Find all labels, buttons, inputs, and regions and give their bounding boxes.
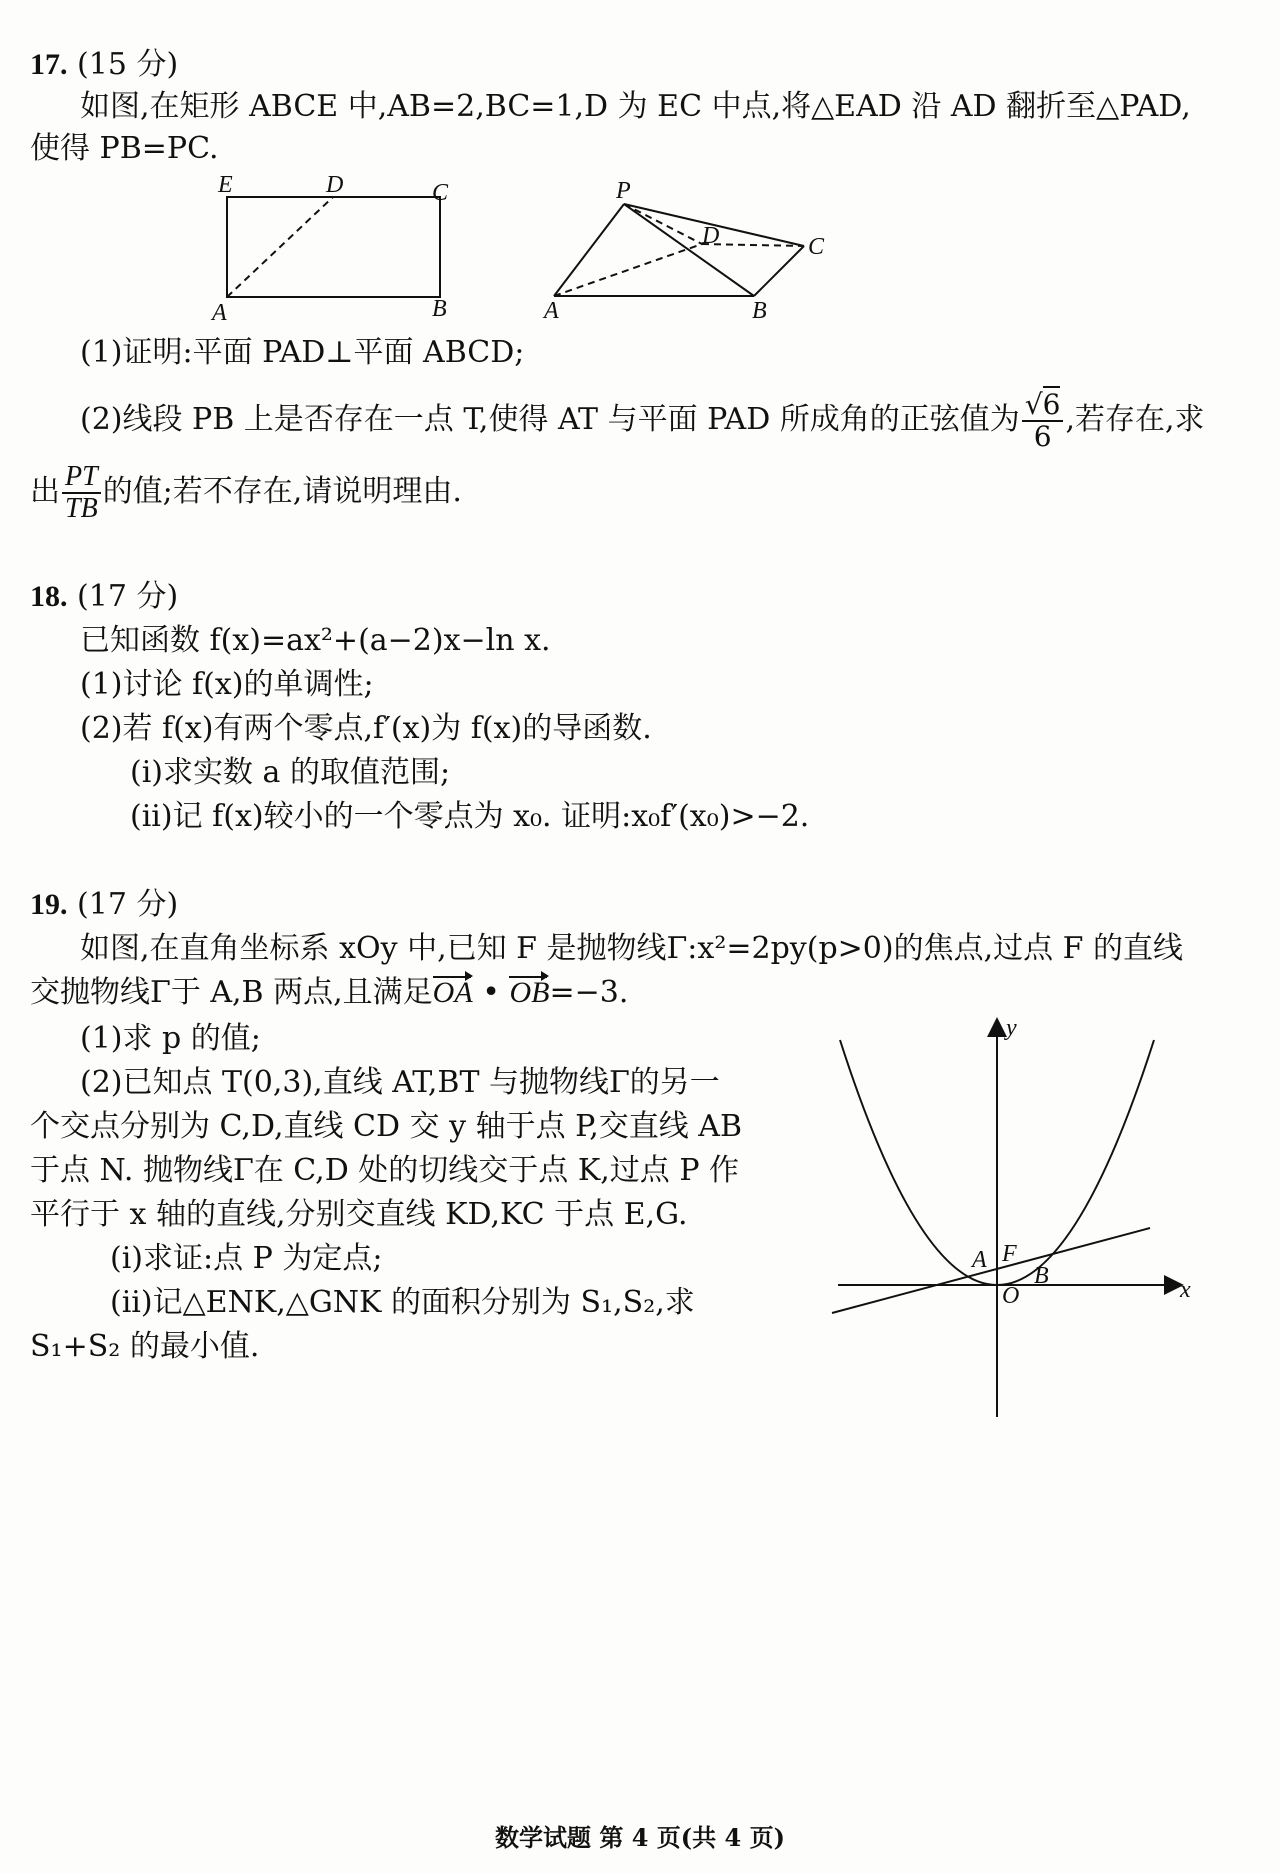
q17-stem-line2: 使得 PB=PC. <box>30 131 219 166</box>
q17-part2-text-b: ,若存在,求 <box>1065 402 1205 437</box>
q19-stem-text-b: =−3. <box>549 975 629 1010</box>
q19-stem-line1: 如图,在直角坐标系 xOy 中,已知 F 是抛物线Γ:x²=2py(p>0)的焦点,过点 F 的直线 <box>80 931 1183 966</box>
label-c2: C <box>808 234 825 260</box>
q19-stem-line2 <box>30 974 628 1012</box>
segment-ad <box>227 197 333 297</box>
label-origin: O <box>1002 1283 1020 1309</box>
q17-rectangle-figure <box>210 170 470 325</box>
ratio-numerator: PT <box>62 462 101 494</box>
label-d: D <box>326 172 344 198</box>
label-d2: D <box>702 223 720 249</box>
edge-pb <box>624 204 754 296</box>
q17-score: (15 分) <box>77 47 179 82</box>
q19-part2-line4: 平行于 x 轴的直线,分别交直线 KD,KC 于点 E,G. <box>30 1197 688 1232</box>
edge-pa <box>554 204 624 296</box>
q19-part2-ii: (ii)记△ENK,△GNK 的面积分别为 S₁,S₂,求 <box>110 1285 695 1320</box>
q19-header <box>30 886 178 924</box>
q17-part2-text-a: (2)线段 PB 上是否存在一点 T,使得 AT 与平面 PAD 所成角的正弦值为 <box>80 402 1020 437</box>
label-focus-f: F <box>1002 1241 1017 1267</box>
sqrt6-over-6-fraction: $\frac{√6}{6}$ <box>1022 390 1064 452</box>
line-ab <box>832 1228 1150 1313</box>
q17-stem-line1: 如图,在矩形 ABCE 中,AB=2,BC=1,D 为 EC 中点,将△EAD 沿 AD 翻折至△PAD, <box>80 89 1191 124</box>
label-a2: A <box>544 298 559 324</box>
q17-part2-text-c: 出 <box>30 474 60 509</box>
q19-score: (17 分) <box>77 887 179 922</box>
axis-label-y: y <box>1006 1015 1017 1041</box>
q17-number: 17. <box>30 48 68 81</box>
q18-score: (17 分) <box>77 579 179 614</box>
q19-part2-line2: 个交点分别为 C,D,直线 CD 交 y 轴于点 P,交直线 AB <box>30 1109 743 1144</box>
label-a: A <box>212 300 227 325</box>
q18-part2: (2)若 f(x)有两个零点,f′(x)为 f(x)的导函数. <box>80 711 652 746</box>
q19-part2-i: (i)求证:点 P 为定点; <box>110 1241 383 1276</box>
q18-part2-ii: (ii)记 f(x)较小的一个零点为 x₀. 证明:x₀f′(x₀)>−2. <box>130 799 810 834</box>
edge-pd <box>624 204 702 244</box>
label-point-b: B <box>1034 1263 1049 1289</box>
edge-ad <box>554 244 702 296</box>
q19-part2-ii-line2: S₁+S₂ 的最小值. <box>30 1329 260 1364</box>
q17-pyramid-figure <box>540 170 840 325</box>
label-b: B <box>432 296 447 322</box>
label-e: E <box>218 172 233 198</box>
q19-stem-text-a: 交抛物线Γ于 A,B 两点,且满足 <box>30 975 433 1010</box>
label-point-a: A <box>972 1247 987 1273</box>
ratio-denominator: TB <box>65 493 98 524</box>
q18-part1: (1)讨论 f(x)的单调性; <box>80 667 374 702</box>
q17-header <box>30 46 178 84</box>
q17-part2-line2 <box>30 460 462 524</box>
q17-part1: (1)证明:平面 PAD⊥平面 ABCD; <box>80 335 525 370</box>
q19-part2-line3: 于点 N. 抛物线Γ在 C,D 处的切线交于点 K,过点 P 作 <box>30 1153 740 1188</box>
dot-product-operator: • <box>472 975 510 1010</box>
edge-bc <box>754 246 804 296</box>
label-b2: B <box>752 298 767 324</box>
q18-number: 18. <box>30 580 68 613</box>
q18-header <box>30 578 178 616</box>
pt-over-tb-fraction <box>62 462 101 524</box>
q17-part2-line1 <box>80 390 1205 452</box>
fraction-denominator: 6 <box>1033 420 1052 453</box>
page-footer: 数学试题 第 4 页(共 4 页) <box>495 1823 785 1852</box>
sqrt6-radicand: 6 <box>1042 388 1061 421</box>
vector-oa: OA <box>433 974 473 1012</box>
rect-abce <box>227 197 440 297</box>
axis-label-x: x <box>1180 1277 1191 1303</box>
q19-part2-line1: (2)已知点 T(0,3),直线 AT,BT 与抛物线Γ的另一 <box>80 1065 720 1100</box>
q18-stem: 已知函数 f(x)=ax²+(a−2)x−ln x. <box>80 623 551 658</box>
label-c: C <box>432 180 449 206</box>
label-p: P <box>616 178 631 204</box>
q19-number: 19. <box>30 888 68 921</box>
q19-parabola-figure <box>820 1005 1240 1435</box>
q19-part1: (1)求 p 的值; <box>80 1021 261 1056</box>
vector-ob: OB <box>509 974 549 1012</box>
q18-part2-i: (i)求实数 a 的取值范围; <box>130 755 451 790</box>
q17-part2-text-d: 的值;若不存在,请说明理由. <box>102 474 462 509</box>
